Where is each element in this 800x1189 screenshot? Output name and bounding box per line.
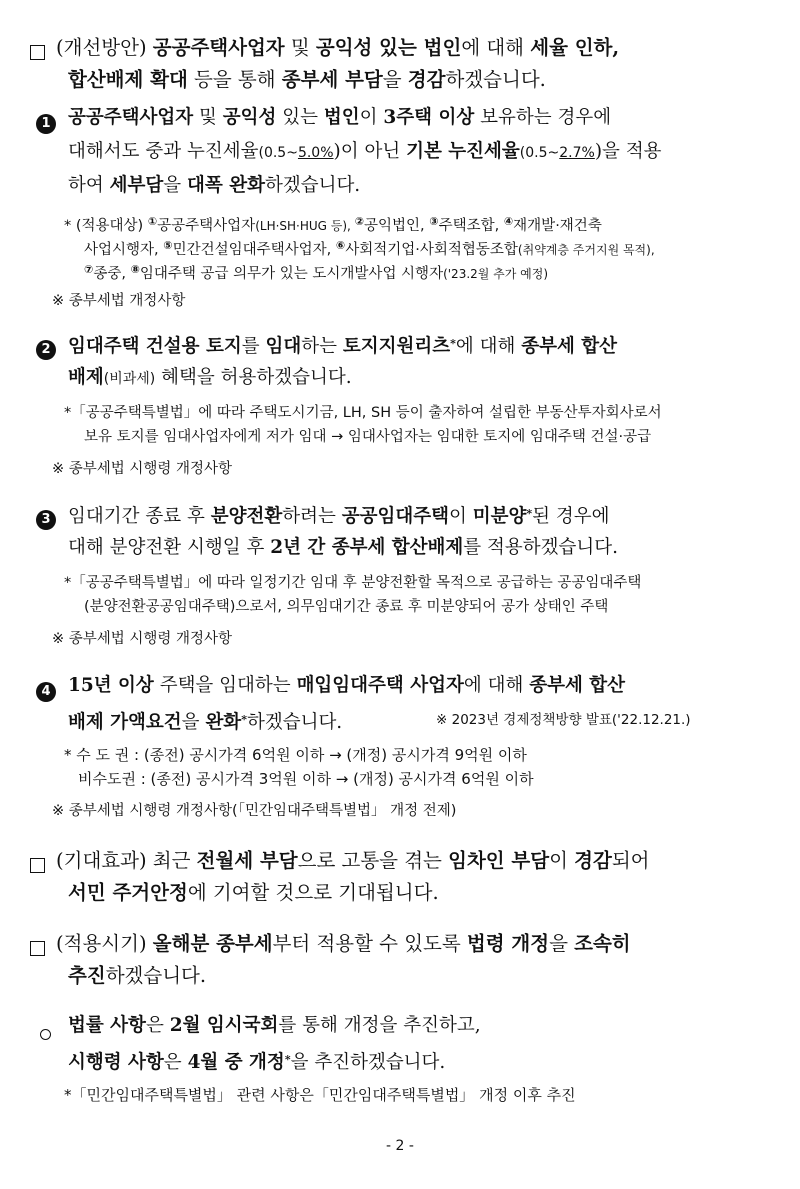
item-3: 3 임대기간 종료 후 분양전환하려는 공공임대주택이 미분양*된 경우에 대해 분양전환 시행일 후 2년 간 종부세 합산배제를 적용하겠습니다. *「공공주택특별법」에 따라 일정기간 임대 후 분양전환할 목적으로 공급하는 공공임대주택 (분양전환공공임대주택)으로서, 의무임대기간 종료 후 미분양되어 공가 상태인 주택 ※ 종부세법 시행령 개정사항 — [0, 500, 800, 652]
item-3-reference: ※ 종부세법 시행령 개정사항 — [52, 631, 233, 647]
checkbox-bullet-icon — [30, 45, 45, 60]
item-number-2: 2 — [36, 340, 56, 360]
item-number-3: 3 — [36, 510, 56, 530]
policy-announcement-note: ※ 2023년 경제정책방향 발표('22.12.21.) — [436, 712, 691, 728]
circle-bullet-icon — [40, 1029, 51, 1040]
checkbox-bullet-icon — [30, 941, 45, 956]
effect-section: (기대효과) 최근 전월세 부담으로 고통을 겪는 임차인 부담이 경감되어 서민 주거안정에 기여할 것으로 기대됩니다. — [0, 847, 800, 907]
timing-section: (적용시기) 올해분 종부세부터 적용할 수 있도록 법령 개정을 조속히 추진하겠습니다. — [0, 930, 800, 990]
item-1-reference: ※ 종부세법 개정사항 — [52, 293, 186, 309]
reform-section: (개선방안) 공공주택사업자 및 공익성 있는 법인에 대해 세율 인하, 합산배제 확대 등을 통해 종부세 부담을 경감하겠습니다. — [0, 34, 800, 94]
legislation-plan: 법률 사항은 2월 임시국회를 통해 개정을 추진하고, 시행령 사항은 4월 중 개정*을 추진하겠습니다. *「민간임대주택특별법」 관련 사항은「민간임대주택특별법」 개정 이후 추진 — [0, 1012, 800, 1108]
reform-tag: (개선방안) — [56, 36, 147, 59]
item-2: 2 임대주택 건설용 토지를 임대하는 토지지원리츠*에 대해 종부세 합산 배제(비과세) 혜택을 허용하겠습니다. *「공공주택특별법」에 따라 주택도시기금, LH, SH 등이 출자하여 설립한 부동산투자회사로서 보유 토지를 임대사업자에게 저가 임대 → 임대사업자는 임대한 토지에 임대주택 건설·공급 ※ 종부세법 시행령 개정사항 — [0, 330, 800, 482]
checkbox-bullet-icon — [30, 858, 45, 873]
item-1: 1 공공주택사업자 및 공익성 있는 법인이 3주택 이상 보유하는 경우에 대해서도 중과 누진세율(0.5~5.0%)이 아닌 기본 누진세율(0.5~2.7%)을 적용 하여 세부담을 대폭 완화하겠습니다. * (적용대상) ①공공주택사업자(LH·SH·HUG 등), ②공익법인, ③주택조합, ④재개발·재건축 사업시행자, ⑤민간건설임대주택사업자, ⑥사회적기업·사회적협동조합(취약계층 주거지원 목적), ⑦종중, ⑧임대주택 공급 의무가 있는 도시개발사업 시행자('23.2월 추가 예정) ※ 종부세법 개정사항 — [0, 104, 800, 314]
item-4-reference: ※ 종부세법 시행령 개정사항(「민간임대주택특별법」 개정 전제) — [52, 803, 457, 819]
page-number: - 2 - — [386, 1138, 414, 1154]
item-number-4: 4 — [36, 682, 56, 702]
item-number-1: 1 — [36, 114, 56, 134]
sub-footnote: *「민간임대주택특별법」 관련 사항은「민간임대주택특별법」 개정 이후 추진 — [64, 1086, 576, 1104]
item-4: 4 15년 이상 주택을 임대하는 매입임대주택 사업자에 대해 종부세 합산 배제 가액요건을 완화*하겠습니다. ※ 2023년 경제정책방향 발표('22.12.21.) * 수 도 권 : (종전) 공시가격 6억원 이하 → (개정) 공시가격 9억원 이하 비수도권 : (종전) 공시가격 3억원 이하 → (개정) 공시가격 6억원 이하 ※ 종부세법 시행령 개정사항(「민간임대주택특별법」 개정 전제) — [0, 672, 800, 824]
item-2-reference: ※ 종부세법 시행령 개정사항 — [52, 461, 233, 477]
